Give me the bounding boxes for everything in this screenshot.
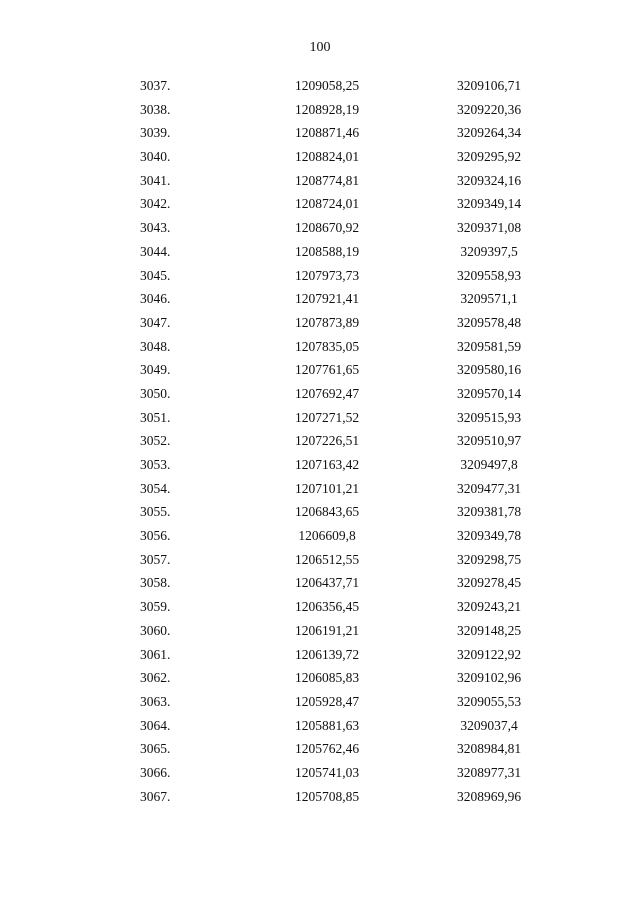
- y-coordinate: 3209243,21: [456, 599, 522, 615]
- point-number: 3066.: [140, 764, 171, 780]
- point-number: 3037.: [140, 78, 171, 93]
- point-number: 3057.: [140, 551, 171, 567]
- table-row: [0, 145, 640, 169]
- y-coordinate: 3209148,25: [456, 622, 522, 638]
- x-coordinate: 1205762,46: [294, 741, 360, 757]
- x-coordinate: 1205928,47: [294, 693, 360, 709]
- point-number: 3053.: [140, 457, 171, 472]
- point-number: 3051.: [140, 409, 171, 425]
- table-row: [0, 785, 640, 809]
- y-coordinate: 3209106,71: [456, 78, 522, 93]
- table-row: [0, 240, 640, 264]
- point-number: 3056.: [140, 528, 171, 544]
- x-coordinate: 1206609,8: [298, 528, 356, 544]
- x-coordinate: 1205708,85: [294, 788, 360, 804]
- table-row: [0, 714, 640, 738]
- table-row: [0, 121, 640, 145]
- point-number: 3060.: [140, 622, 171, 638]
- table-row: [0, 477, 640, 501]
- table-row: [0, 761, 640, 785]
- table-row: [0, 264, 640, 288]
- point-number: 3058.: [140, 575, 171, 591]
- x-coordinate: 1206843,65: [294, 504, 360, 520]
- table-row: [0, 429, 640, 453]
- point-number: 3044.: [140, 243, 171, 259]
- table-row: [0, 192, 640, 216]
- table-row: [0, 311, 640, 335]
- point-number: 3062.: [140, 670, 171, 686]
- point-number: 3067.: [140, 788, 171, 804]
- table-row: [0, 453, 640, 477]
- point-number: 3064.: [140, 717, 171, 733]
- y-coordinate: 3209381,78: [456, 504, 522, 520]
- point-number: 3046.: [140, 291, 171, 307]
- point-number: 3059.: [140, 599, 171, 615]
- coordinates-table: [0, 74, 640, 808]
- point-number: 3038.: [140, 101, 171, 117]
- table-row: [0, 74, 640, 98]
- x-coordinate: 1207271,52: [294, 409, 360, 425]
- table-row: [0, 737, 640, 761]
- y-coordinate: 3209220,36: [456, 101, 522, 117]
- x-coordinate: 1207835,05: [294, 338, 360, 354]
- y-coordinate: 3209510,97: [456, 433, 522, 449]
- y-coordinate: 3209349,78: [456, 528, 522, 544]
- table-row: [0, 98, 640, 122]
- table-row: [0, 406, 640, 430]
- table-row: [0, 169, 640, 193]
- point-number: 3055.: [140, 504, 171, 520]
- x-coordinate: 1209058,25: [294, 78, 360, 93]
- point-number: 3049.: [140, 362, 171, 378]
- x-coordinate: 1207163,42: [294, 457, 360, 472]
- y-coordinate: 3208984,81: [456, 741, 522, 757]
- x-coordinate: 1206512,55: [294, 551, 360, 567]
- x-coordinate: 1208774,81: [294, 172, 360, 188]
- x-coordinate: 1207973,73: [294, 267, 360, 283]
- x-coordinate: 1207226,51: [294, 433, 360, 449]
- y-coordinate: 3209324,16: [456, 172, 522, 188]
- y-coordinate: 3209298,75: [456, 551, 522, 567]
- x-coordinate: 1208724,01: [294, 196, 360, 212]
- x-coordinate: 1208871,46: [294, 125, 360, 141]
- table-row: [0, 335, 640, 359]
- y-coordinate: 3209497,8: [460, 457, 518, 472]
- y-coordinate: 3209371,08: [456, 220, 522, 236]
- point-number: 3040.: [140, 149, 171, 165]
- y-coordinate: 3209397,5: [460, 243, 518, 259]
- y-coordinate: 3209558,93: [456, 267, 522, 283]
- y-coordinate: 3209477,31: [456, 480, 522, 496]
- point-number: 3041.: [140, 172, 171, 188]
- y-coordinate: 3209037,4: [460, 717, 518, 733]
- table-row: [0, 524, 640, 548]
- y-coordinate: 3209295,92: [456, 149, 522, 165]
- table-row: [0, 500, 640, 524]
- y-coordinate: 3209515,93: [456, 409, 522, 425]
- y-coordinate: 3208977,31: [456, 764, 522, 780]
- y-coordinate: 3209581,59: [456, 338, 522, 354]
- point-number: 3043.: [140, 220, 171, 236]
- x-coordinate: 1208928,19: [294, 101, 360, 117]
- y-coordinate: 3209578,48: [456, 314, 522, 330]
- table-row: [0, 287, 640, 311]
- y-coordinate: 3209570,14: [456, 385, 522, 401]
- table-row: [0, 382, 640, 406]
- y-coordinate: 3209349,14: [456, 196, 522, 212]
- y-coordinate: 3209055,53: [456, 693, 522, 709]
- x-coordinate: 1208670,92: [294, 220, 360, 236]
- point-number: 3047.: [140, 314, 171, 330]
- table-row: [0, 643, 640, 667]
- x-coordinate: 1207101,21: [294, 480, 360, 496]
- y-coordinate: 3209278,45: [456, 575, 522, 591]
- point-number: 3052.: [140, 433, 171, 449]
- x-coordinate: 1207873,89: [294, 314, 360, 330]
- table-row: [0, 666, 640, 690]
- table-row: [0, 619, 640, 643]
- x-coordinate: 1206085,83: [294, 670, 360, 686]
- point-number: 3065.: [140, 741, 171, 757]
- point-number: 3050.: [140, 385, 171, 401]
- x-coordinate: 1205741,03: [294, 764, 360, 780]
- x-coordinate: 1206139,72: [294, 646, 360, 662]
- table-row: [0, 548, 640, 572]
- point-number: 3063.: [140, 693, 171, 709]
- x-coordinate: 1207921,41: [294, 291, 360, 307]
- point-number: 3045.: [140, 267, 171, 283]
- x-coordinate: 1206356,45: [294, 599, 360, 615]
- y-coordinate: 3209580,16: [456, 362, 522, 378]
- table-row: [0, 571, 640, 595]
- point-number: 3048.: [140, 338, 171, 354]
- x-coordinate: 1208824,01: [294, 149, 360, 165]
- x-coordinate: 1206437,71: [294, 575, 360, 591]
- y-coordinate: 3209122,92: [456, 646, 522, 662]
- y-coordinate: 3208969,96: [456, 788, 522, 804]
- x-coordinate: 1207692,47: [294, 385, 360, 401]
- table-row: [0, 595, 640, 619]
- x-coordinate: 1205881,63: [294, 717, 360, 733]
- y-coordinate: 3209264,34: [456, 125, 522, 141]
- x-coordinate: 1207761,65: [294, 362, 360, 378]
- point-number: 3061.: [140, 646, 171, 662]
- table-row: [0, 358, 640, 382]
- y-coordinate: 3209102,96: [456, 670, 522, 686]
- point-number: 3042.: [140, 196, 171, 212]
- point-number: 3054.: [140, 480, 171, 496]
- x-coordinate: 1206191,21: [294, 622, 360, 638]
- point-number: 3039.: [140, 125, 171, 141]
- y-coordinate: 3209571,1: [460, 291, 518, 307]
- page-number: 100: [309, 40, 331, 55]
- table-row: [0, 690, 640, 714]
- x-coordinate: 1208588,19: [294, 243, 360, 259]
- table-row: [0, 216, 640, 240]
